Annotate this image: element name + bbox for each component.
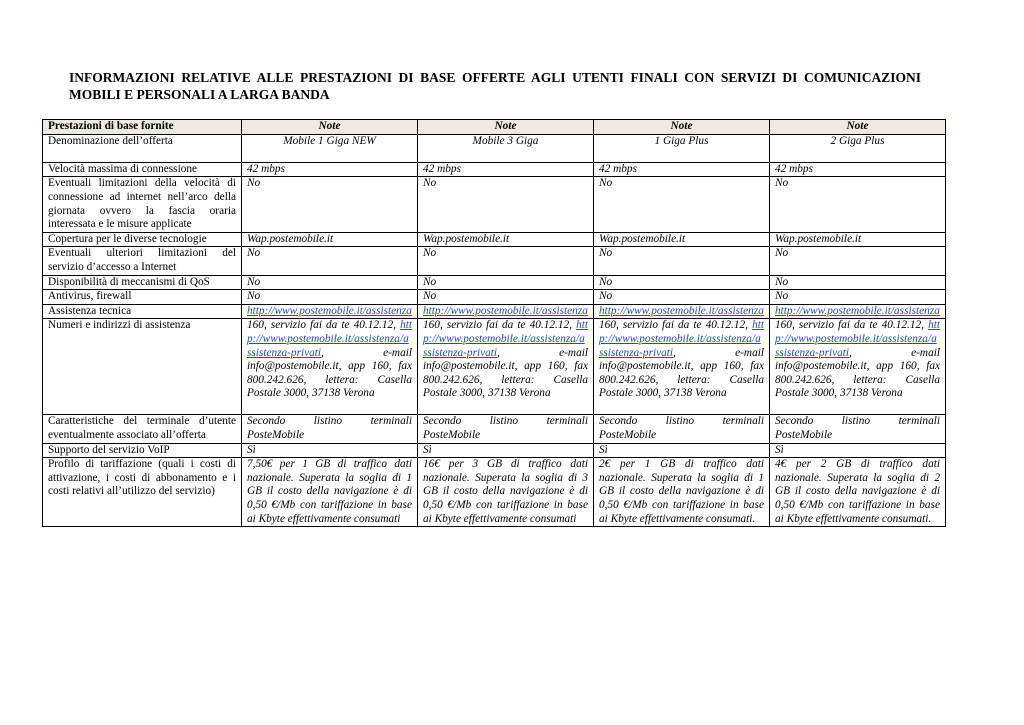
assistance-link[interactable]: http://www.postemobile.it/assistenza [423,304,588,317]
table-row [43,247,946,275]
cell-value: Wap.postemobile.it [242,232,418,247]
table-row [43,275,946,290]
offer-name: Mobile 3 Giga [418,134,594,162]
table-row [43,415,946,443]
table-header-row [43,120,946,135]
cell-value: 4€ per 2 GB di traffico dati nazionale. Superata la soglia di 2 GB il costo della navigazione è di 0,50 €/Mb con tariffazione in base ai Kbyte effettivamente consumati. [770,458,946,527]
cell-value: Wap.postemobile.it [594,232,770,247]
cell-value: Secondo listino terminali PosteMobile [242,415,418,443]
table-row [43,134,946,162]
row-label: Eventuali ulteriori limitazioni del servizio d’accesso a Internet [43,247,242,275]
assistance-privati-link[interactable]: http://www.postemobile.it/assistenza/assistenza-privati [599,319,764,359]
cell-value: No [242,247,418,275]
row-label: Disponibilità di meccanismi di QoS [43,275,242,290]
note-header: Note [770,120,946,135]
cell-value: 160, servizio fai da te 40.12.12, http://www.postemobile.it/assistenza/assistenza-privati, e-mail info@postemobile.it, app 160, fax 800.242.626, lettera: Casella Postale 3000, 37138 Verona [242,319,418,415]
cell-value: Sì [594,443,770,458]
cell-value: No [594,275,770,290]
cell-value: Secondo listino terminali PosteMobile [594,415,770,443]
row-label: Copertura per le diverse tecnologie [43,232,242,247]
cell-value: No [770,177,946,232]
row-label: Denominazione dell’offerta [43,134,242,162]
row-label: Numeri e indirizzi di assistenza [43,319,242,415]
cell-value: Secondo listino terminali PosteMobile [418,415,594,443]
row-label: Eventuali limitazioni della velocità di connessione ad internet nell’arco della giornata ovvero la fascia oraria interessata e le misure applicate [43,177,242,232]
offer-name: Mobile 1 Giga NEW [242,134,418,162]
table-row [43,162,946,177]
page-title: INFORMAZIONI RELATIVE ALLE PRESTAZIONI DI BASE OFFERTE AGLI UTENTI FINALI CON SERVIZI DI COMUNICAZIONI MOBILI E PERSONALI A LARGA BANDA [69,70,921,102]
cell-value: Secondo listino terminali PosteMobile [770,415,946,443]
cell-value: No [594,247,770,275]
cell-value: No [594,290,770,305]
cell-value: Sì [242,443,418,458]
cell-value: 160, servizio fai da te 40.12.12, http://www.postemobile.it/assistenza/assistenza-privati, e-mail info@postemobile.it, app 160, fax 800.242.626, lettera: Casella Postale 3000, 37138 Verona [418,319,594,415]
offer-name: 1 Giga Plus [594,134,770,162]
row-label: Antivirus, firewall [43,290,242,305]
cell-value: No [418,247,594,275]
cell-value: 160, servizio fai da te 40.12.12, http://www.postemobile.it/assistenza/assistenza-privati, e-mail info@postemobile.it, app 160, fax 800.242.626, lettera: Casella Postale 3000, 37138 Verona [770,319,946,415]
cell-value: Sì [770,443,946,458]
assistance-link[interactable]: http://www.postemobile.it/assistenza [599,304,764,317]
cell-value: No [242,290,418,305]
cell-value: No [418,275,594,290]
table-row [43,319,946,415]
cell-value: No [770,290,946,305]
table-row [43,290,946,305]
row-label: Caratteristiche del terminale d’utente eventualmente associato all’offerta [43,415,242,443]
cell-value: No [418,290,594,305]
row-label: Velocità massima di connessione [43,162,242,177]
assistance-privati-link[interactable]: http://www.postemobile.it/assistenza/assistenza-privati [775,319,940,359]
cell-value: 42 mbps [594,162,770,177]
cell-value: No [418,177,594,232]
cell-value: No [242,275,418,290]
table-row [43,232,946,247]
cell-value: 7,50€ per 1 GB di traffico dati nazionale. Superata la soglia di 1 GB il costo della navigazione è di 0,50 €/Mb con tariffazione in base ai Kbyte effettivamente consumati [242,458,418,527]
assistance-privati-link[interactable]: http://www.postemobile.it/assistenza/assistenza-privati [247,319,412,359]
row-label: Assistenza tecnica [43,304,242,319]
assistance-privati-link[interactable]: http://www.postemobile.it/assistenza/assistenza-privati [423,319,588,359]
table-row [43,304,946,319]
assistance-link[interactable]: http://www.postemobile.it/assistenza [775,304,940,317]
cell-value: 42 mbps [418,162,594,177]
cell-value: Wap.postemobile.it [770,232,946,247]
services-table [42,119,946,527]
table-row [43,177,946,232]
cell-value: No [770,275,946,290]
table-row [43,443,946,458]
cell-value: No [594,177,770,232]
row-label: Profilo di tariffazione (quali i costi di attivazione, i costi di abbonamento e i costi relativi all’utilizzo del servizio) [43,458,242,527]
cell-value: 42 mbps [242,162,418,177]
cell-value: No [770,247,946,275]
row-label: Supporto del servizio VoIP [43,443,242,458]
note-header: Note [242,120,418,135]
cell-value: No [242,177,418,232]
cell-value: Sì [418,443,594,458]
cell-value: 42 mbps [770,162,946,177]
cell-value: 16€ per 3 GB di traffico dati nazionale. Superata la soglia di 3 GB il costo della navigazione è di 0,50 €/Mb con tariffazione in base ai Kbyte effettivamente consumati [418,458,594,527]
cell-value: 2€ per 1 GB di traffico dati nazionale. Superata la soglia di 1 GB il costo della navigazione è di 0,50 €/Mb con tariffazione in base ai Kbyte effettivamente consumati. [594,458,770,527]
note-header: Note [418,120,594,135]
table-row [43,458,946,527]
note-header: Note [594,120,770,135]
cell-value: 160, servizio fai da te 40.12.12, http://www.postemobile.it/assistenza/assistenza-privati, e-mail info@postemobile.it, app 160, fax 800.242.626, lettera: Casella Postale 3000, 37138 Verona [594,319,770,415]
offer-name: 2 Giga Plus [770,134,946,162]
assistance-link[interactable]: http://www.postemobile.it/assistenza [247,304,412,317]
cell-value: Wap.postemobile.it [418,232,594,247]
header-label: Prestazioni di base fornite [43,120,242,135]
